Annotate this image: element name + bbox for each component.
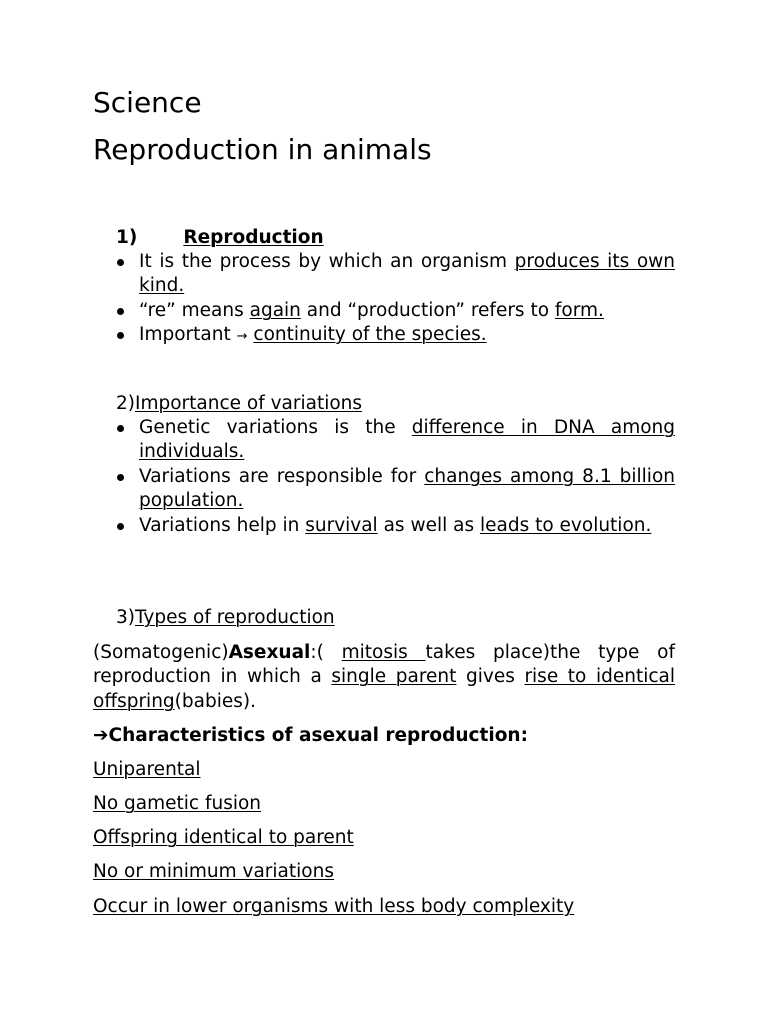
list-item: It is the process by which an organism produces its own kind. xyxy=(115,250,675,299)
list-item: Variations help in survival as well as leads to evolution. xyxy=(115,514,675,538)
arrow-icon: → xyxy=(236,329,248,345)
list-item: Variations are responsible for changes among 8.1 billion population. xyxy=(115,465,675,514)
section-1-list xyxy=(115,250,675,350)
section-2-list xyxy=(115,416,675,538)
section-1-title: Reproduction xyxy=(183,227,324,248)
document-title: Science xyxy=(93,86,202,119)
characteristics-heading: ➔Characteristics of asexual reproduction: xyxy=(93,725,528,746)
document-subtitle: Reproduction in animals xyxy=(93,133,432,166)
section-2-number: 2) xyxy=(116,393,135,414)
asexual-definition-paragraph: (Somatogenic)Asexual:( mitosis takes place)the type of reproduction in which a single parent gives rise to identical offspring(babies). xyxy=(93,642,675,712)
characteristic-item: Uniparental xyxy=(93,759,201,780)
section-1-number: 1) xyxy=(116,227,138,248)
section-1-heading xyxy=(116,226,324,250)
section-2-heading xyxy=(116,392,362,416)
characteristic-item: Occur in lower organisms with less body complexity xyxy=(93,896,575,917)
section-3-title: Types of reproduction xyxy=(135,607,335,628)
list-item: Genetic variations is the difference in DNA among individuals. xyxy=(115,416,675,465)
section-3-number: 3) xyxy=(116,607,135,628)
characteristic-item: No gametic fusion xyxy=(93,793,262,814)
characteristic-item: No or minimum variations xyxy=(93,861,334,882)
section-3-heading xyxy=(116,606,335,630)
list-item: “re” means again and “production” refers to form. xyxy=(115,299,675,323)
characteristic-item: Offspring identical to parent xyxy=(93,827,354,848)
list-item: Important → continuity of the species. xyxy=(115,323,675,349)
section-2-title: Importance of variations xyxy=(135,393,363,414)
